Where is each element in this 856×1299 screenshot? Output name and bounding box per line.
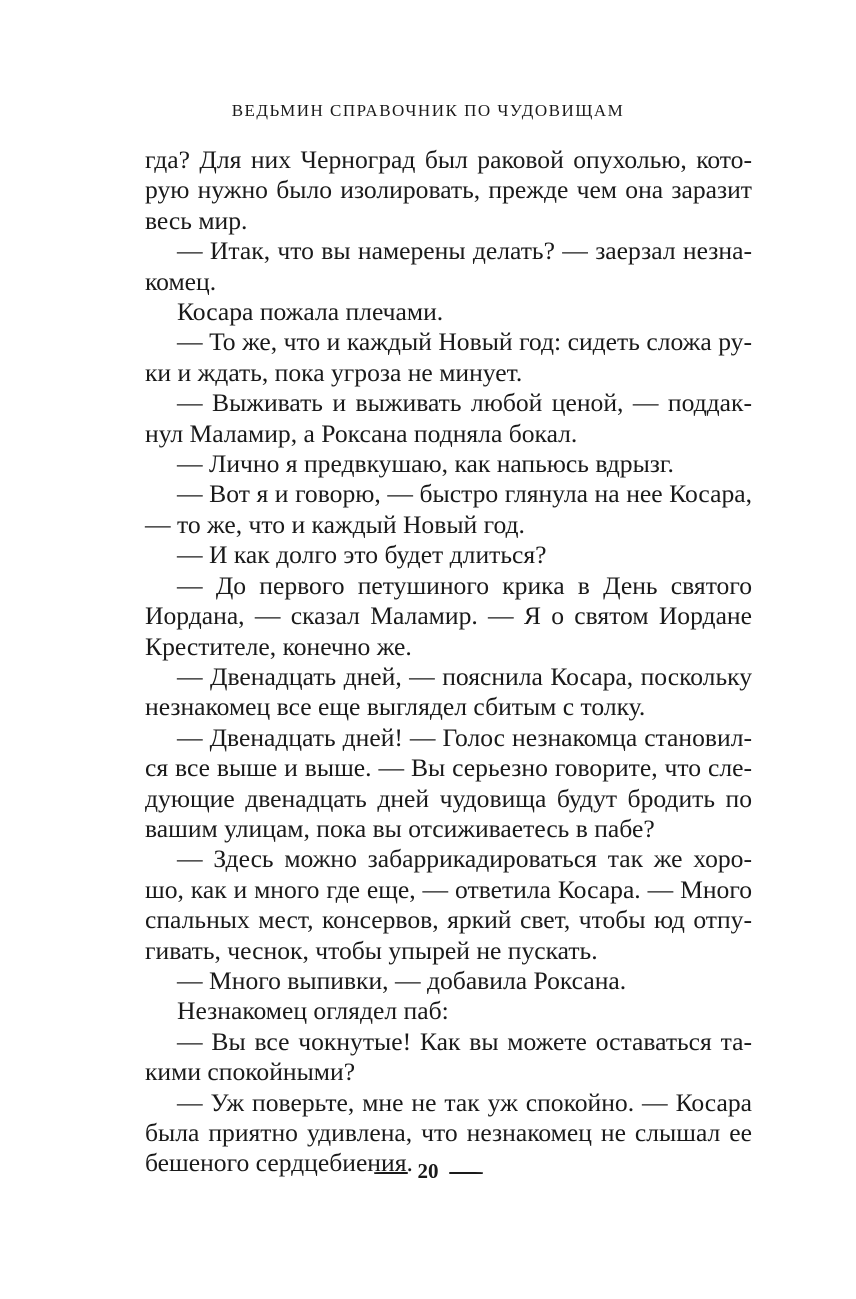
- paragraph: — Лично я предвкушаю, как напьюсь вдрызг.: [177, 449, 674, 479]
- paragraph: — Вот я и говорю, — быстро глянула на нее Косара, — то же, что и каждый Новый год.: [145, 479, 752, 539]
- body-text: [145, 145, 752, 1179]
- paragraph: — Много выпивки, — добавила Роксана.: [177, 965, 627, 995]
- paragraph: — И как долго это будет длиться?: [177, 540, 547, 570]
- paragraph: — Вы все чокнутые! Как вы можете оставаться такими спокойными?: [145, 1026, 752, 1087]
- paragraph: — Уж поверьте, мне не так уж спокойно. — Косара была приятно удивлена, что незнакомец не слышал ее бешеного сердцебиения.: [145, 1087, 752, 1178]
- paragraph: — То же, что и каждый Новый год: сидеть сложа руки и ждать, пока угроза не минует.: [145, 327, 752, 387]
- page-folio: [0, 1159, 856, 1184]
- paragraph: — Двенадцать дней, — пояснила Косара, поскольку незнакомец все еще выглядел сбитым с толку.: [145, 661, 752, 722]
- paragraph: — Здесь можно забаррикадироваться так же хорошо, как и много где еще, — ответила Косара. — Много спальных мест, консервов, яркий свет, чтобы юд отпугивать, чеснок, чтобы упырей не пускать.: [145, 844, 752, 965]
- page-number: 20: [417, 1159, 439, 1183]
- paragraph: — Выживать и выживать любой ценой, — поддакнул Маламир, а Роксана подняла бокал.: [145, 388, 752, 448]
- paragraph: Незнакомец оглядел паб:: [177, 996, 449, 1026]
- paragraph: Косара пожала плечами.: [177, 297, 444, 327]
- folio-left-rule: [374, 1172, 408, 1174]
- running-head: ВЕДЬМИН СПРАВОЧНИК ПО ЧУДОВИЩАМ: [231, 101, 625, 120]
- folio-right-rule: [449, 1172, 483, 1174]
- paragraph: — До первого петушиного крика в День святого Иордана, — сказал Маламир. — Я о святом Иордане Крестителе, конечно же.: [145, 570, 752, 661]
- paragraph: — Итак, что вы намерены делать? — заерзал незнакомец.: [145, 236, 752, 296]
- paragraph: — Двенадцать дней! — Голос незнакомца становился все выше и выше. — Вы серьезно говорите, что следующие двенадцать дней чудовища будут бродить по вашим улицам, пока вы отсиживаетесь в пабе?: [145, 722, 752, 843]
- paragraph: гда? Для них Черноград был раковой опухолью, которую нужно было изолировать, прежде чем она заразит весь мир.: [145, 145, 752, 235]
